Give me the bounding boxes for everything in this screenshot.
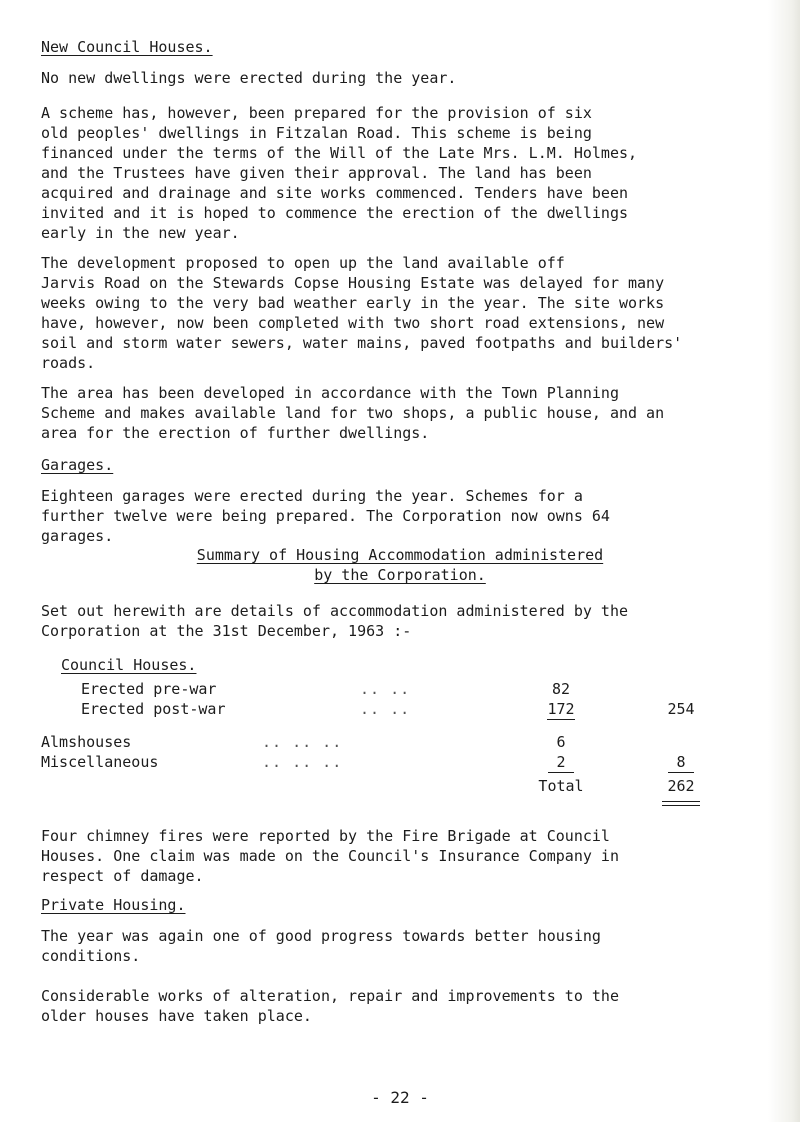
row-value (531, 700, 591, 718)
total-value: 262 (667, 777, 695, 795)
leader-dots: .. .. .. (262, 733, 343, 751)
row-value-underlined: 172 (547, 700, 575, 718)
paragraph-fitzalan-scheme: A scheme has, however, been prepared for the provision of six old peoples' dwellings in Fitzalan Road. This scheme is being financed under the terms of the Will of the Late Mrs. L.M. Holmes, and the Trustees have given their approval. The land has been acquired and drainage and site works commenced. Tenders have been invited and it is hoped to commence the erection of the dwellings early in the new year. (41, 104, 638, 242)
total-row (0, 777, 800, 797)
table-row (0, 700, 800, 720)
total-double-rule (662, 801, 700, 806)
paragraph-town-planning: The area has been developed in accordance with the Town Planning Scheme and makes available land for two shops, a public house, and an area for the erection of further dwellings. (41, 384, 665, 442)
row-label: Erected post-war (81, 700, 226, 718)
row-value-underlined: 2 (548, 753, 573, 773)
paragraph-alterations: Considerable works of alteration, repair and improvements to the older houses have taken place. (41, 987, 619, 1025)
paragraph-set-out-details: Set out herewith are details of accommodation administered by the Corporation at the 31st December, 1963 :- (41, 602, 628, 640)
row-subtotal (651, 753, 711, 771)
total-label: Total (538, 777, 584, 795)
row-subtotal: 254 (667, 700, 695, 718)
paragraph-good-progress: The year was again one of good progress towards better housing conditions. (41, 927, 601, 965)
summary-title-line-1-text: Summary of Housing Accommodation administered (196, 546, 604, 564)
page-number: - 22 - (371, 1088, 429, 1107)
leader-dots: .. .. (360, 700, 411, 718)
row-label: Almshouses (41, 733, 132, 751)
row-value: 6 (556, 733, 566, 751)
garages-heading: Garages. (41, 456, 114, 474)
leader-dots: .. .. (360, 680, 411, 698)
paragraph-garages: Eighteen garages were erected during the year. Schemes for a further twelve were being prepared. The Corporation now owns 64 garages. (41, 487, 610, 545)
paragraph-jarvis-road-development: The development proposed to open up the land available off Jarvis Road on the Stewards Copse Housing Estate was delayed for many weeks owing to the very bad weather early in the year. The site works have, however, now been completed with two short road extensions, new soil and storm water sewers, water mains, paved footpaths and builders' roads. (41, 254, 683, 372)
row-value (531, 753, 591, 771)
new-council-houses-heading: New Council Houses. (41, 38, 213, 56)
leader-dots: .. .. .. (262, 753, 343, 771)
row-subtotal-underlined: 8 (668, 753, 693, 773)
council-houses-heading: Council Houses. (61, 656, 197, 674)
summary-title-line-2 (0, 566, 800, 584)
paragraph-chimney-fires: Four chimney fires were reported by the Fire Brigade at Council Houses. One claim was made on the Council's Insurance Company in respect of damage. (41, 827, 619, 885)
table-row (0, 680, 800, 700)
summary-title-line-1 (0, 546, 800, 564)
private-housing-heading: Private Housing. (41, 896, 186, 914)
row-label: Miscellaneous (41, 753, 159, 771)
paragraph-no-new-dwellings: No new dwellings were erected during the year. (41, 69, 457, 87)
table-row (0, 753, 800, 773)
table-row (0, 733, 800, 753)
row-label: Erected pre-war (81, 680, 217, 698)
summary-title-line-2-text: by the Corporation. (314, 566, 486, 584)
row-value: 82 (551, 680, 571, 698)
